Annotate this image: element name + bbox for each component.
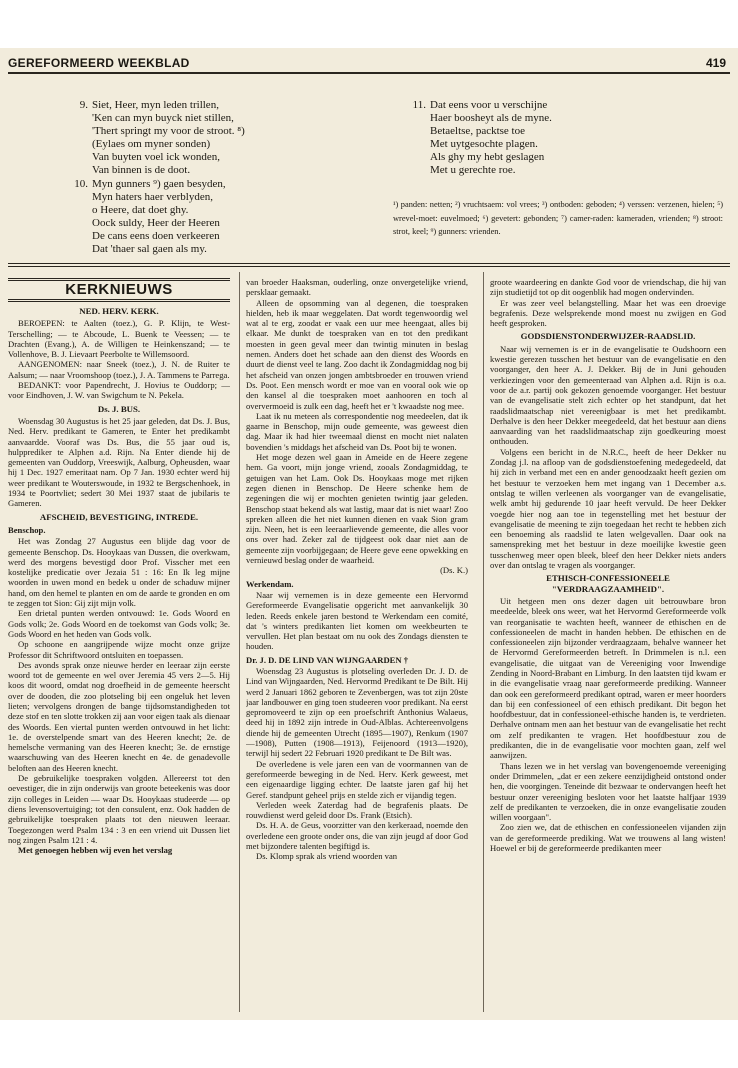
section-banner: KERKNIEUWS: [8, 278, 230, 302]
poem-line: Dat eens voor u verschijne: [430, 99, 548, 111]
page-header: [8, 56, 730, 74]
publication-title: GEREFORMEERD WEEKBLAD: [8, 56, 190, 70]
paragraph: Het moge dezen wel gaan in Ameide en de Heere zegene hem. Ga voort, mijn jonge vriend, zooals Zondagmiddag, te getuigen van het Lam. Ook Ds. Hooykaas moge met rijken zegen dienen in Benschop. De Heere schenke hem de zegeningen die wij er mochten genieten twintig jaar geleden. Benschop staat bekend als wat lastig, maar dat is niet waar! Zoo spreken alleen die het niet kunnen dienen en vaak Sion gram zijn. Neen, het is een leeraarlievende gemeente, die alles voor ons over had. Zeker zal de tijdgeest ook daar niet aan de gemeente zijn voorbijgegaan; de Heere geve eene opwekking en vernieuwd beslag onder de waarheid.: [246, 452, 468, 566]
poem-line: De cans eens doen verkeeren: [92, 230, 220, 242]
paragraph: Naar wij vernemen is in deze gemeente een Hervormd Gereformeerde Evangelisatie opgericht met aanvankelijk 30 leden. Reeds enkele jaren bestond te Werkendam een comité, dat 's winters predikanten liet komen om weekbeurten te vervullen. Het plan bestaat om nu ook des Zondags diensten te houden.: [246, 589, 468, 652]
poem-line: Dat 'thaer sal gaen als my.: [92, 243, 207, 255]
poem-line: Oock suldy, Heer der Heeren: [92, 217, 220, 229]
paragraph: Alleen de opsomming van al degenen, die toespraken hielden, heb ik maar weggelaten. Dat wordt tegenwoordig wel wat al te erg, zoodat er vaak een uur mee heengaat, alles bij elkaar. Me dunkt de toespraken van en tot den predikant moesten in geen geval meer dan twintig minuten in beslag nemen. Anders doet het schade aan den dienst des Woords en duurt de dienst veel te lang. Zoo dacht ik Zondagmiddag nog bij het afscheid van onzen jongen ambtsbroeder en trouwen vriend Ds. Poot. Een mensch wordt er moe van en vooral ook wie op den kansel al die toespraken moet aanhooren en toch al oververmoeid is zulk een dag, heeft het er 't kwaadste nog mee.: [246, 297, 468, 411]
poem-line: Myn gunners ⁹) gaen besyden,: [92, 178, 226, 190]
paragraph: Woensdag 23 Augustus is plotseling overleden Dr. J. D. de Lind van Wijngaarden, Ned. Hervormd Predikant te De Bilt. Hij werd 2 Januari 1862 geboren te Zevenbergen, was tot zijn 20ste jaar landbouwer en ging toen studeeren voor predikant. Na eerst gepromoveerd te zijn op een proefschrift Anthonius Walaeus, deed hij in 1892 zijn intrede in Oud-Alblas. Achtereenvolgens diende hij de gemeenten Utrecht (1895—1907), Renkum (1907—1908), Putten (1908—1913), Feijenoord (1913—1920), terwijl hij sedert 22 Februari 1920 predikant te De Bilt was.: [246, 665, 468, 759]
paragraph: Zoo zien we, dat de ethischen en confessioneelen vijanden zijn van de gereformeerde prediking. Wat we trouwens al lang wisten! Hoewel er bij de gereformeerde predikanten meer: [490, 822, 726, 854]
paragraph: van broeder Haaksman, ouderling, onze onvergetelijke vriend, persklaar gemaakt.: [246, 277, 468, 298]
poem-line: o Heere, dat doet ghy.: [92, 204, 189, 216]
poem-line: Myn haters haer verblyden,: [92, 191, 213, 203]
poem-line: (Eylaes om myner sonden): [92, 138, 211, 150]
paragraph: BEROEPEN: te Aalten (toez.), G. P. Klijn, te West-Terschelling; — te Abcoude, L. Buenk te Veessen; — te Drachten (Evang.), A. de Willigen te Heinkenszand; — te Vollenhove, B. J. Lievaart Peerbolte te Willemsoord.: [8, 318, 230, 360]
column-divider: [483, 272, 484, 1012]
column-3: [490, 277, 726, 1017]
paragraph: Des avonds sprak onze nieuwe herder en leeraar zijn eerste woord tot de gemeente en wel over Jeremia 45 vers 2—5. Hij koos dit woord, omdat nog droefheid in de gemeente heerscht over de dooden, die zoo plotseling bij een ongeluk het leven lieten; vervolgens drongen de bange tijdsomstandigheden tot deze stof en ten slotte trokken zij aan voor eigen taak als dienaar des Woords. Een viertal punten werden ontvouwd in het licht: 1e. de overstelpende smart van des Heeren knecht; 2e. de hemelsche vermaning van des Heeren knecht; 3e. de ernstige waarschuwing van des Heeren knecht en 4e. de genadevolle beloften aan des Heeren knecht.: [8, 659, 230, 773]
stanza-number: 9.: [79, 99, 88, 111]
page-number: 419: [705, 56, 726, 70]
paragraph: Woensdag 30 Augustus is het 25 jaar geleden, dat Ds. J. Bus, Ned. Herv. predikant te Gameren, te Enter het predikambt aanvaardde. Vooraf was Ds. Bus, die 55 jaar oud is, hulpprediker te Alphen a.d. Rijn. Na Enter diende hij de gemeenten van Ouddorp, Vreeswijk, Aalburg, Opheusden, waar hij 1 Dec. 1927 emeritaat nam. Op 7 Jan. 1930 echter werd hij weer predikant te Wouterswoude, in 1932 te Bergschenhoek, in 1934 te Poortvliet; sedert 30 Mei 1937 staat de jubilaris te Gameren.: [8, 415, 230, 509]
poem-line: Van binnen is de doot.: [92, 164, 191, 176]
subheading: Benschop.: [8, 524, 46, 535]
section-heading: NED. HERV. KERK.: [79, 306, 159, 316]
paragraph: BEDANKT: voor Papendrecht, J. Hovius te Ouddorp; — voor Eindhoven, J. W. van Swigchum te N. Pekela.: [8, 380, 230, 401]
paragraph: Uit hetgeen men ons dezer dagen uit betrouwbare bron meedeelde, bleek ons weer, wat het Hervormd Gereformeerde volk van reorganisatie te wachten heeft, wanneer de ethischen en de confessioneelen de macht in handen hebben. De ethischen en de confessioneelen zijn bijzonder verdraagzaam, behalve wanneer het de Hervormd Gereformeerden betreft. In Drimmelen is n.l. een evangelisatie, die uitgaat van de Vereeniging voor Inwendige Zending in Noord-Brabant en Limburg. In den laatsten tijd kwam er in die evangelisatie vraag naar gereformeerde prediking. Wanneer dan ook een gereformeerd predikant optrad, waren er meer hoorders dan bij een confessioneel of een ethisch predikant. Dit begon het hoofdbestuur, dat in confessioneel-ethische handen is, te verdrieten. Derhalve ontnam men aan het bestuur van de evangelisatie het recht om zelf predikanten te vragen. Het hoofdbestuur zou de predikanten, die in de evangelisatie voor mochten gaan, zelf wel aanwijzen.: [490, 595, 726, 761]
poem-line: 'Thert springt my voor de stroot. ⁸): [92, 125, 245, 137]
section-heading: AFSCHEID, BEVESTIGING, INTREDE.: [39, 511, 199, 522]
section-heading: ETHISCH-CONFESSIONEELE "VERDRAAGZAAMHEID".: [546, 573, 670, 594]
poem-stanza-10: [72, 178, 226, 256]
poem-line: Met uytgesochte plagen.: [430, 138, 538, 150]
paragraph: Naar wij vernemen is er in de evangelisatie te Oudshoorn een kwestie gerezen tusschen het bestuur van de evangelisatie en den voorganger, den heer A. J. Dekker. Bij de in Juni gehouden verkiezingen voor den gemeenteraad van Alphen a.d. Rijn is o.a. voor de a.r. partij ook gekozen genoemde voorganger. Het bestuur van de evangelisatie stelt zich echter op het standpunt, dat het raadslidmaatschap niet vereenigbaar is met het predikambt. Derhalve is den heer Dekker meegedeeld, dat het bestuur aan diens aanvaarding van het raadslidmaatschap zijn goedkeuring moest onthouden.: [490, 343, 726, 447]
poem-line: Met u gerechte roe.: [430, 164, 516, 176]
poem-line: Van buyten voel ick wonden,: [92, 151, 220, 163]
section-divider: [8, 263, 730, 264]
article-heading: Dr. J. D. DE LIND VAN WIJNGAARDEN †: [246, 654, 409, 665]
article-heading: Ds. J. BUS.: [97, 403, 141, 414]
paragraph: Verleden week Zaterdag had de begrafenis plaats. De rouwdienst werd geleid door Ds. Frank (Etsich).: [246, 799, 468, 821]
poem-line: Als ghy my hebt geslagen: [430, 151, 545, 163]
paragraph: Op schoone en aangrijpende wijze mocht onze grijze Professor dit Schriftwoord ontsluiten en toepassen.: [8, 639, 230, 660]
subheading: Werkendam.: [246, 578, 294, 589]
paragraph: Laat ik nu meteen als correspondentie nog meedeelen, dat ik gaarne in Benschop, mijn oude gemeente, was geweest dien dag. Maar ik had hier tweemaal dienst en mocht niet nalaten bovendien 's middags het afscheid van Ds. Poot bij te wonen.: [246, 410, 468, 452]
paragraph: Er was zeer veel belangstelling. Maar het was een droevige begrafenis. Deze welsprekende mond moest nu zwijgen en God heeft gesproken.: [490, 297, 726, 329]
column-1: [8, 277, 230, 1017]
paragraph: Met genoegen hebben wij even het verslag: [18, 845, 173, 856]
poem-stanza-11: [410, 99, 552, 177]
paragraph: Thans lezen we in het verslag van bovengenoemde vereeniging onder Drimmelen, „dat er een zekere eenzijdigheid ontstond onder hen, die voorgingen. Teneinde dit bezwaar te ondervangen heeft het bestuur onzer vereeniging besloten voor het laatste halfjaar 1939 zelf de predikanten te verzoeken, die in onze evangelisatie zouden willen voorgaan".: [490, 760, 726, 823]
poem-stanza-9: [72, 99, 245, 177]
stanza-number: 10.: [74, 178, 88, 190]
column-2: [246, 277, 468, 1017]
paragraph: AANGENOMEN: naar Sneek (toez.), J. N. de Ruiter te Aalsum; — naar Vroomshoop (toez.), J. A. Tammens te Parrega.: [8, 359, 230, 380]
paragraph: Het was Zondag 27 Augustus een blijde dag voor de gemeente Benschop. Ds. Hooykaas van Dussen, die overkwam, werd des morgens bevestigd door Prof. Visscher met een kostelijke predicatie over Jezaia 51 : 16: En Ik leg mijne woorden in uwen mond en bedek u onder de schaduw mijner hand, om den hemel te planten en om de aarde te gronden en om te zeggen tot Sion: Gij zijt mijn volk.: [8, 536, 230, 609]
paragraph: Een drietal punten werden ontvouwd: 1e. Gods Woord en Gods volk; 2e. Gods Woord en de toekomst van Gods volk; 3e. Gods Woord en het heden van Gods volk.: [8, 608, 230, 639]
column-divider: [239, 272, 240, 1012]
section-divider: [8, 266, 730, 267]
paragraph: Ds. Klomp sprak als vriend woorden van: [256, 851, 398, 862]
paragraph: groote waardeering en dankte God voor de vriendschap, die hij van zijn studietijd tot op dit oogenblik had mogen ondervinden.: [490, 277, 726, 298]
stanza-number: 11.: [412, 99, 426, 111]
signature: (Ds. K.): [440, 565, 468, 576]
poem-line: 'Ken can myn buyck niet stillen,: [92, 112, 234, 124]
paragraph: De gebruikelijke toespraken volgden. Allereerst tot den oevestiger, die in zijn onderwijs van groote beteekenis was door zijn colleges in Leiden — waar Ds. Hooykaas studeerde — op diens levensovertuiging; tot den consulent, enz. Ook hadden de gebruikelijke toespraken plaats tot den nieuwen leeraar. Toegezongen werd Psalm 134 : 3 en een vriend uit Dussen liet nog zingen Psalm 121 : 4.: [8, 773, 230, 845]
poem-line: Haer boosheyt als de myne.: [430, 112, 552, 124]
paragraph: Ds. H. A. de Geus, voorzitter van den kerkeraad, noemde den overledene een groote onder ons, die van zijn jeugd af door God met bijzondere talenten begiftigd is.: [246, 820, 468, 852]
paragraph: Volgens een bericht in de N.R.C., heeft de heer Dekker nu Zondag j.l. na afloop van de godsdienstoefening medegedeeld, dat hij zich in verband met een en ander genoodzaakt heeft gezien om het bestuur te verzoeken hem met ingang van 1 December a.s. ontslag te willen verleenen als voorganger van de evangelisatie, welk ambt hij gedurende 10 jaar heeft vervuld. De heer Dekker voegde hier nog aan toe in tegenstelling met het bestuur der evangelisatie de meening te zijn toegedaan het recht te hebben zich een benoeming als raadslid te laten welgevallen. Daar ook na samenspreking met het bestuur in deze moeilijke kwestie geen tusschenweg meer open bleek, bleef den heer Dekker niets anders over dan ontslag te vragen als voorganger.: [490, 446, 726, 571]
glossary-footnotes: ¹) panden: netten; ²) vruchtsaem: vol vrees; ³) ontboden: geboden; ⁴) verssen: verzenen, hielen; ⁵) wrevel-moet: euvelmoed; ⁶) gevetert: gebonden; ⁷) camer-raden: kameraden, vrienden; ⁸) stroot: strot, keel; ⁹) gunners: vrienden.: [393, 200, 723, 237]
poem-line: Betaeltse, packtse toe: [430, 125, 525, 137]
poem-line: Siet, Heer, myn leden trillen,: [92, 99, 219, 111]
section-heading: GODSDIENSTONDERWIJZER-RAADSLID.: [520, 331, 696, 342]
paragraph: De overledene is vele jaren een van de voormannen van de gereformeerde beweging in de Ned. Herv. Kerk geweest, met een eigenaardige ligging echter. De laatste jaren gaf hij het Geref. standpunt geheel prijs en stelde zich er vijandig tegen.: [246, 758, 468, 800]
